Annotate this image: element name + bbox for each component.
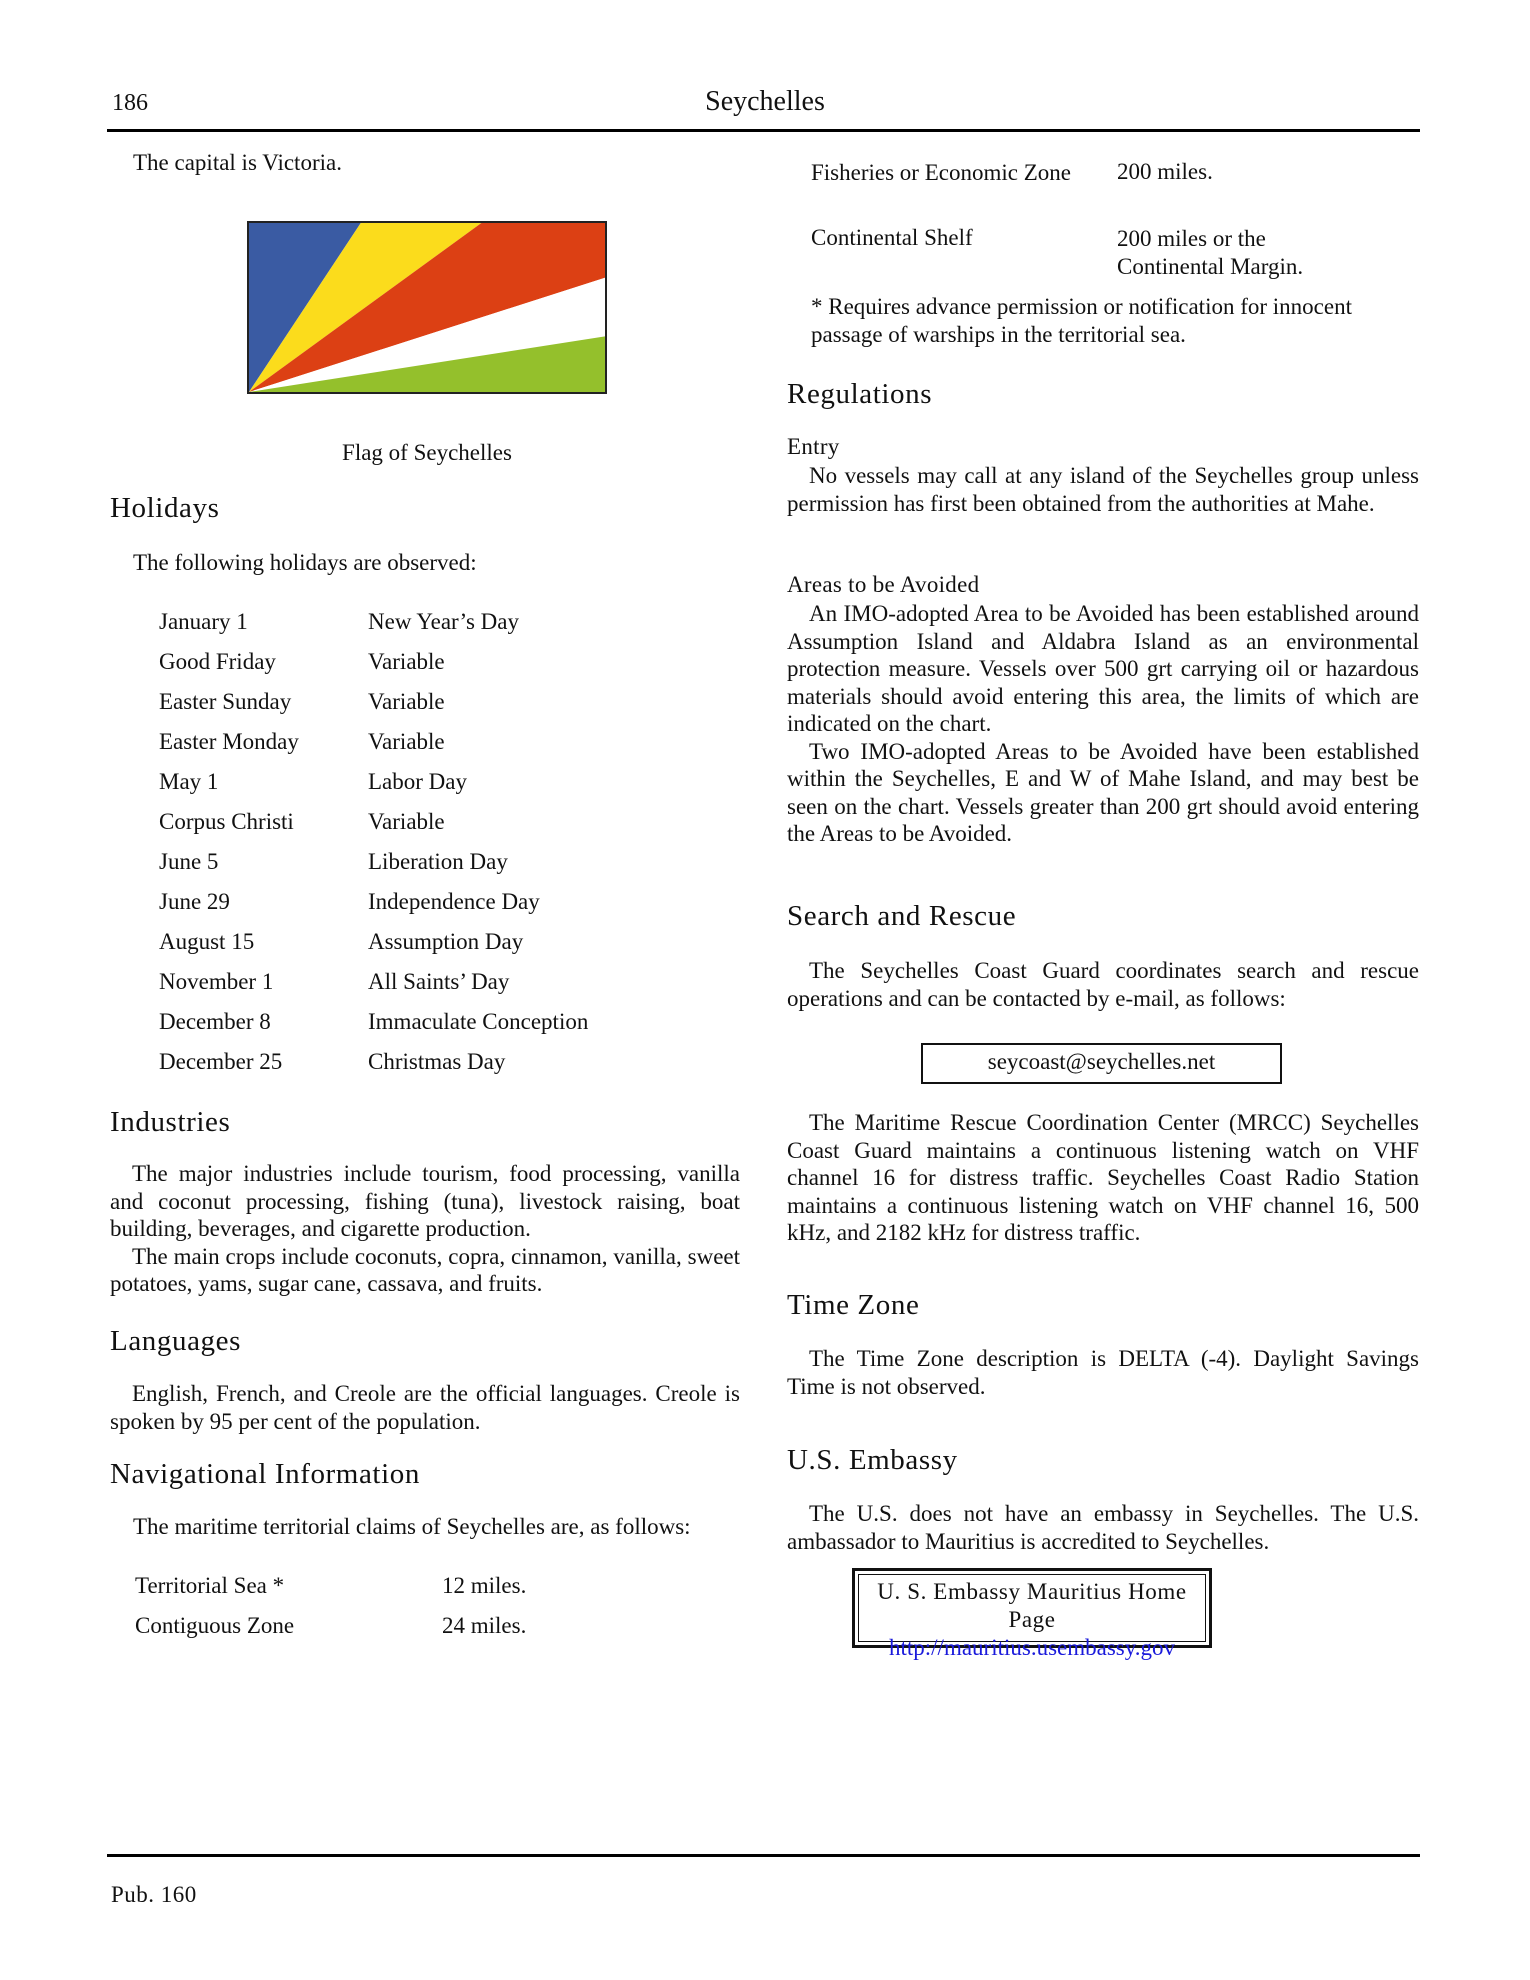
holidays-intro: The following holidays are observed: [133, 550, 477, 575]
holiday-date: January 1 [159, 609, 248, 634]
claim-limit: 200 miles. [1117, 159, 1213, 184]
holiday-date: August 15 [159, 929, 255, 954]
claim-limit: 24 miles. [442, 1613, 527, 1638]
holiday-date: Corpus Christi [159, 809, 294, 834]
embassy-link-box [852, 1568, 1212, 1660]
holiday-date: June 5 [159, 849, 219, 874]
running-title: Seychelles [705, 86, 825, 117]
holiday-name: Independence Day [368, 889, 540, 914]
entry-subheading: Entry [787, 434, 840, 459]
entry-paragraph: No vessels may call at any island of the Seychelles group unless permission has first been obtained from the authorities at Mahe. [787, 463, 1419, 516]
crops-paragraph: The main crops include coconuts, copra, cinnamon, vanilla, sweet potatoes, yams, sugar cane, cassava, and fruits. [110, 1243, 740, 1296]
claim-zone: Continental Shelf [811, 225, 973, 250]
holiday-name: Variable [368, 649, 445, 674]
embassy-box-title: U. S. Embassy Mauritius Home Page [877, 1579, 1187, 1632]
languages-paragraph: English, French, and Creole are the official languages. Creole is spoken by 95 per cent of the population. [110, 1381, 740, 1434]
holiday-name: Variable [368, 729, 445, 754]
embassy-homepage-link[interactable]: http://mauritius.usembassy.gov [889, 1635, 1175, 1660]
territorial-footnote: * Requires advance permission or notification for innocent passage of warships in the territorial sea. [811, 294, 1352, 347]
holiday-name: All Saints’ Day [368, 969, 510, 994]
holiday-date: November 1 [159, 969, 274, 994]
holiday-date: December 8 [159, 1009, 271, 1034]
claim-limit: 200 miles or the Continental Margin. [1117, 226, 1304, 279]
page-number: 186 [112, 90, 148, 116]
holiday-date: May 1 [159, 769, 219, 794]
mrcc-paragraph: The Maritime Rescue Coordination Center (MRCC) Seychelles Coast Guard maintains a continuous listening watch on VHF channel 16 for distress traffic. Seychelles Coast Radio Station maintains a continuous listening watch on VHF channel 16, 500 kHz, and 2182 kHz for distress traffic. [787, 1110, 1419, 1245]
time-zone-heading: Time Zone [787, 1289, 920, 1321]
holiday-name: New Year’s Day [368, 609, 519, 634]
search-rescue-heading: Search and Rescue [787, 900, 1017, 932]
holidays-heading: Holidays [110, 492, 220, 524]
areas-body [787, 600, 1419, 848]
claim-zone: Fisheries or Economic Zone [811, 160, 1071, 185]
capital-statement: The capital is Victoria. [133, 150, 342, 175]
flag-caption: Flag of Seychelles [342, 440, 512, 465]
embassy-paragraph: The U.S. does not have an embassy in Seychelles. The U.S. ambassador to Mauritius is accredited to Seychelles. [787, 1501, 1419, 1554]
holiday-name: Variable [368, 689, 445, 714]
holiday-name: Variable [368, 809, 445, 834]
holiday-name: Assumption Day [368, 929, 524, 954]
holiday-date: Easter Monday [159, 729, 299, 754]
coast-guard-email[interactable]: seycoast@seychelles.net [921, 1043, 1282, 1084]
claim-limit: 12 miles. [442, 1573, 527, 1598]
claim-zone: Territorial Sea * [135, 1573, 285, 1598]
navigational-heading: Navigational Information [110, 1458, 420, 1490]
holiday-name: Liberation Day [368, 849, 508, 874]
industries-heading: Industries [110, 1106, 231, 1138]
footer-rule [107, 1854, 1420, 1857]
embassy-link-box-inner [858, 1574, 1206, 1660]
navigational-intro: The maritime territorial claims of Seychelles are, as follows: [133, 1514, 691, 1539]
languages-heading: Languages [110, 1325, 242, 1357]
areas-paragraph: An IMO-adopted Area to be Avoided has been established around Assumption Island and Aldabra Island as an environmental protection measure. Vessels over 500 grt carrying oil or hazardous materials should avoid entering this area, the limits of which are indicated on the chart. [787, 601, 1419, 736]
areas-subheading: Areas to be Avoided [787, 572, 980, 597]
holiday-date: Easter Sunday [159, 689, 292, 714]
flag-image [247, 221, 607, 394]
holiday-date: Good Friday [159, 649, 276, 674]
holiday-date: June 29 [159, 889, 230, 914]
industries-paragraph: The major industries include tourism, food processing, vanilla and coconut processing, fishing (tuna), livestock raising, boat building, beverages, and cigarette production. [110, 1161, 740, 1241]
header-rule [107, 129, 1420, 132]
holiday-name: Labor Day [368, 769, 467, 794]
embassy-heading: U.S. Embassy [787, 1444, 958, 1476]
seychelles-flag-icon [249, 223, 605, 392]
time-zone-paragraph: The Time Zone description is DELTA (-4). Daylight Savings Time is not observed. [787, 1346, 1419, 1399]
claim-zone: Contiguous Zone [135, 1613, 295, 1638]
industries-body [110, 1160, 740, 1298]
holiday-date: December 25 [159, 1049, 283, 1074]
publication-label: Pub. 160 [111, 1882, 197, 1907]
holiday-name: Immaculate Conception [368, 1009, 589, 1034]
search-rescue-paragraph: The Seychelles Coast Guard coordinates search and rescue operations and can be contacted by e-mail, as follows: [787, 958, 1419, 1011]
regulations-heading: Regulations [787, 378, 933, 410]
holiday-name: Christmas Day [368, 1049, 506, 1074]
areas-paragraph: Two IMO-adopted Areas to be Avoided have been established within the Seychelles, E and W of Mahe Island, and may best be seen on the chart. Vessels greater than 200 grt should avoid entering the Areas to be Avoided. [787, 738, 1419, 846]
